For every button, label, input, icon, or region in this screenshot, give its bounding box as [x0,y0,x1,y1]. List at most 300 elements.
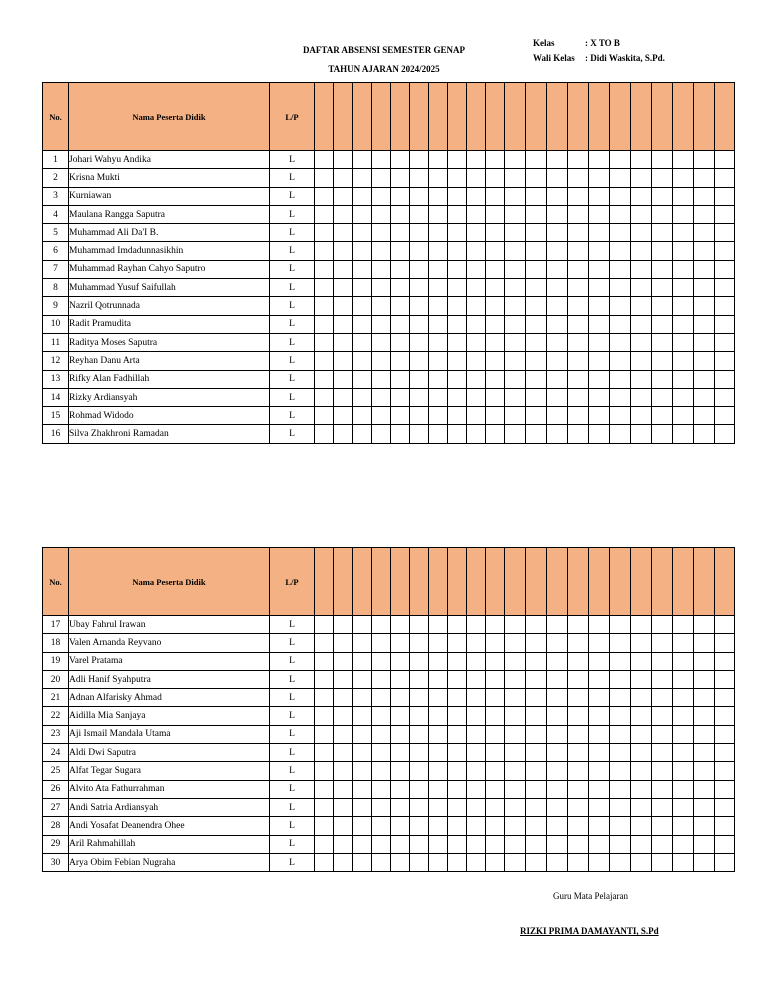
attendance-cell[interactable] [410,224,429,242]
attendance-cell[interactable] [391,762,410,780]
attendance-cell[interactable] [448,297,467,315]
attendance-cell[interactable] [589,744,610,762]
attendance-cell[interactable] [589,725,610,743]
attendance-cell[interactable] [372,652,391,670]
attendance-cell[interactable] [589,652,610,670]
attendance-cell[interactable] [372,333,391,351]
attendance-cell[interactable] [673,333,694,351]
attendance-cell[interactable] [715,616,735,634]
attendance-cell[interactable] [547,798,568,816]
attendance-cell[interactable] [715,352,735,370]
attendance-cell[interactable] [448,725,467,743]
attendance-cell[interactable] [315,333,334,351]
attendance-cell[interactable] [505,169,526,187]
attendance-cell[interactable] [486,407,505,425]
attendance-cell[interactable] [467,297,486,315]
attendance-cell[interactable] [589,689,610,707]
attendance-cell[interactable] [372,151,391,169]
attendance-cell[interactable] [372,242,391,260]
attendance-cell[interactable] [526,689,547,707]
attendance-cell[interactable] [391,853,410,871]
attendance-cell[interactable] [505,224,526,242]
attendance-cell[interactable] [467,689,486,707]
attendance-cell[interactable] [526,352,547,370]
attendance-cell[interactable] [568,634,589,652]
attendance-cell[interactable] [429,634,448,652]
attendance-cell[interactable] [334,425,353,443]
attendance-cell[interactable] [589,169,610,187]
attendance-cell[interactable] [486,260,505,278]
attendance-cell[interactable] [610,242,631,260]
attendance-cell[interactable] [429,151,448,169]
attendance-cell[interactable] [410,853,429,871]
attendance-cell[interactable] [410,616,429,634]
attendance-cell[interactable] [631,634,652,652]
attendance-cell[interactable] [673,425,694,443]
attendance-cell[interactable] [526,205,547,223]
attendance-cell[interactable] [410,279,429,297]
attendance-cell[interactable] [547,762,568,780]
attendance-cell[interactable] [334,780,353,798]
attendance-cell[interactable] [526,187,547,205]
attendance-cell[interactable] [673,370,694,388]
attendance-cell[interactable] [673,817,694,835]
attendance-cell[interactable] [372,169,391,187]
attendance-cell[interactable] [315,817,334,835]
attendance-cell[interactable] [334,707,353,725]
attendance-cell[interactable] [568,616,589,634]
attendance-cell[interactable] [652,762,673,780]
attendance-cell[interactable] [610,780,631,798]
attendance-cell[interactable] [353,370,372,388]
attendance-cell[interactable] [410,187,429,205]
attendance-cell[interactable] [353,634,372,652]
attendance-cell[interactable] [334,169,353,187]
attendance-cell[interactable] [448,187,467,205]
attendance-cell[interactable] [547,352,568,370]
attendance-cell[interactable] [410,169,429,187]
attendance-cell[interactable] [410,370,429,388]
attendance-cell[interactable] [372,425,391,443]
attendance-cell[interactable] [526,260,547,278]
attendance-cell[interactable] [315,798,334,816]
attendance-cell[interactable] [448,205,467,223]
attendance-cell[interactable] [505,205,526,223]
attendance-cell[interactable] [448,689,467,707]
attendance-cell[interactable] [589,634,610,652]
attendance-cell[interactable] [315,853,334,871]
attendance-cell[interactable] [568,242,589,260]
attendance-cell[interactable] [467,151,486,169]
attendance-cell[interactable] [391,407,410,425]
attendance-cell[interactable] [353,725,372,743]
attendance-cell[interactable] [694,744,715,762]
attendance-cell[interactable] [673,634,694,652]
attendance-cell[interactable] [315,260,334,278]
attendance-cell[interactable] [589,817,610,835]
attendance-cell[interactable] [505,242,526,260]
attendance-cell[interactable] [467,817,486,835]
attendance-cell[interactable] [673,407,694,425]
attendance-cell[interactable] [315,634,334,652]
attendance-cell[interactable] [526,333,547,351]
attendance-cell[interactable] [429,425,448,443]
attendance-cell[interactable] [631,388,652,406]
attendance-cell[interactable] [652,242,673,260]
attendance-cell[interactable] [505,744,526,762]
attendance-cell[interactable] [315,689,334,707]
attendance-cell[interactable] [547,780,568,798]
attendance-cell[interactable] [448,670,467,688]
attendance-cell[interactable] [652,707,673,725]
attendance-cell[interactable] [715,670,735,688]
attendance-cell[interactable] [391,333,410,351]
attendance-cell[interactable] [334,388,353,406]
attendance-cell[interactable] [715,634,735,652]
attendance-cell[interactable] [467,407,486,425]
attendance-cell[interactable] [467,352,486,370]
attendance-cell[interactable] [391,616,410,634]
attendance-cell[interactable] [334,370,353,388]
attendance-cell[interactable] [486,798,505,816]
attendance-cell[interactable] [589,670,610,688]
attendance-cell[interactable] [448,762,467,780]
attendance-cell[interactable] [467,616,486,634]
attendance-cell[interactable] [715,297,735,315]
attendance-cell[interactable] [372,260,391,278]
attendance-cell[interactable] [391,224,410,242]
attendance-cell[interactable] [467,853,486,871]
attendance-cell[interactable] [334,407,353,425]
attendance-cell[interactable] [486,297,505,315]
attendance-cell[interactable] [568,315,589,333]
attendance-cell[interactable] [429,333,448,351]
attendance-cell[interactable] [568,670,589,688]
attendance-cell[interactable] [547,407,568,425]
attendance-cell[interactable] [391,817,410,835]
attendance-cell[interactable] [694,224,715,242]
attendance-cell[interactable] [715,744,735,762]
attendance-cell[interactable] [505,616,526,634]
attendance-cell[interactable] [547,333,568,351]
attendance-cell[interactable] [486,707,505,725]
attendance-cell[interactable] [391,798,410,816]
attendance-cell[interactable] [547,652,568,670]
attendance-cell[interactable] [652,689,673,707]
attendance-cell[interactable] [694,670,715,688]
attendance-cell[interactable] [372,744,391,762]
attendance-cell[interactable] [694,260,715,278]
attendance-cell[interactable] [505,279,526,297]
attendance-cell[interactable] [631,151,652,169]
attendance-cell[interactable] [652,151,673,169]
attendance-cell[interactable] [673,616,694,634]
attendance-cell[interactable] [526,315,547,333]
attendance-cell[interactable] [429,780,448,798]
attendance-cell[interactable] [315,670,334,688]
attendance-cell[interactable] [315,187,334,205]
attendance-cell[interactable] [467,242,486,260]
attendance-cell[interactable] [652,407,673,425]
attendance-cell[interactable] [547,725,568,743]
attendance-cell[interactable] [448,817,467,835]
attendance-cell[interactable] [610,205,631,223]
attendance-cell[interactable] [448,744,467,762]
attendance-cell[interactable] [391,370,410,388]
attendance-cell[interactable] [429,224,448,242]
attendance-cell[interactable] [505,798,526,816]
attendance-cell[interactable] [372,187,391,205]
attendance-cell[interactable] [631,242,652,260]
attendance-cell[interactable] [353,853,372,871]
attendance-cell[interactable] [391,689,410,707]
attendance-cell[interactable] [372,780,391,798]
attendance-cell[interactable] [372,205,391,223]
attendance-cell[interactable] [568,297,589,315]
attendance-cell[interactable] [353,242,372,260]
attendance-cell[interactable] [486,315,505,333]
attendance-cell[interactable] [673,187,694,205]
attendance-cell[interactable] [486,817,505,835]
attendance-cell[interactable] [353,205,372,223]
attendance-cell[interactable] [652,634,673,652]
attendance-cell[interactable] [652,187,673,205]
attendance-cell[interactable] [547,817,568,835]
attendance-cell[interactable] [715,333,735,351]
attendance-cell[interactable] [505,407,526,425]
attendance-cell[interactable] [568,370,589,388]
attendance-cell[interactable] [589,388,610,406]
attendance-cell[interactable] [448,370,467,388]
attendance-cell[interactable] [547,224,568,242]
attendance-cell[interactable] [568,260,589,278]
attendance-cell[interactable] [505,725,526,743]
attendance-cell[interactable] [315,205,334,223]
attendance-cell[interactable] [589,279,610,297]
attendance-cell[interactable] [673,853,694,871]
attendance-cell[interactable] [589,224,610,242]
attendance-cell[interactable] [467,762,486,780]
attendance-cell[interactable] [467,425,486,443]
attendance-cell[interactable] [467,707,486,725]
attendance-cell[interactable] [448,388,467,406]
attendance-cell[interactable] [715,652,735,670]
attendance-cell[interactable] [715,780,735,798]
attendance-cell[interactable] [353,616,372,634]
attendance-cell[interactable] [372,670,391,688]
attendance-cell[interactable] [448,279,467,297]
attendance-cell[interactable] [673,835,694,853]
attendance-cell[interactable] [652,817,673,835]
attendance-cell[interactable] [652,670,673,688]
attendance-cell[interactable] [334,670,353,688]
attendance-cell[interactable] [526,670,547,688]
attendance-cell[interactable] [315,370,334,388]
attendance-cell[interactable] [429,187,448,205]
attendance-cell[interactable] [589,260,610,278]
attendance-cell[interactable] [372,388,391,406]
attendance-cell[interactable] [631,205,652,223]
attendance-cell[interactable] [429,689,448,707]
attendance-cell[interactable] [568,224,589,242]
attendance-cell[interactable] [486,725,505,743]
attendance-cell[interactable] [353,707,372,725]
attendance-cell[interactable] [694,297,715,315]
attendance-cell[interactable] [715,187,735,205]
attendance-cell[interactable] [486,634,505,652]
attendance-cell[interactable] [673,744,694,762]
attendance-cell[interactable] [448,315,467,333]
attendance-cell[interactable] [610,260,631,278]
attendance-cell[interactable] [673,169,694,187]
attendance-cell[interactable] [486,205,505,223]
attendance-cell[interactable] [429,242,448,260]
attendance-cell[interactable] [486,689,505,707]
attendance-cell[interactable] [410,407,429,425]
attendance-cell[interactable] [589,616,610,634]
attendance-cell[interactable] [410,817,429,835]
attendance-cell[interactable] [673,689,694,707]
attendance-cell[interactable] [391,425,410,443]
attendance-cell[interactable] [486,388,505,406]
attendance-cell[interactable] [486,151,505,169]
attendance-cell[interactable] [505,187,526,205]
attendance-cell[interactable] [429,352,448,370]
attendance-cell[interactable] [315,780,334,798]
attendance-cell[interactable] [505,652,526,670]
attendance-cell[interactable] [526,242,547,260]
attendance-cell[interactable] [334,689,353,707]
attendance-cell[interactable] [315,169,334,187]
attendance-cell[interactable] [486,242,505,260]
attendance-cell[interactable] [372,315,391,333]
attendance-cell[interactable] [391,707,410,725]
attendance-cell[interactable] [467,725,486,743]
attendance-cell[interactable] [652,780,673,798]
attendance-cell[interactable] [568,169,589,187]
attendance-cell[interactable] [410,388,429,406]
attendance-cell[interactable] [526,388,547,406]
attendance-cell[interactable] [334,242,353,260]
attendance-cell[interactable] [631,707,652,725]
attendance-cell[interactable] [568,652,589,670]
attendance-cell[interactable] [694,725,715,743]
attendance-cell[interactable] [334,205,353,223]
attendance-cell[interactable] [353,187,372,205]
attendance-cell[interactable] [391,260,410,278]
attendance-cell[interactable] [353,388,372,406]
attendance-cell[interactable] [673,224,694,242]
attendance-cell[interactable] [410,762,429,780]
attendance-cell[interactable] [334,279,353,297]
attendance-cell[interactable] [652,853,673,871]
attendance-cell[interactable] [467,670,486,688]
attendance-cell[interactable] [652,260,673,278]
attendance-cell[interactable] [673,388,694,406]
attendance-cell[interactable] [715,205,735,223]
attendance-cell[interactable] [715,315,735,333]
attendance-cell[interactable] [568,388,589,406]
attendance-cell[interactable] [410,352,429,370]
attendance-cell[interactable] [715,835,735,853]
attendance-cell[interactable] [589,151,610,169]
attendance-cell[interactable] [568,279,589,297]
attendance-cell[interactable] [486,425,505,443]
attendance-cell[interactable] [526,652,547,670]
attendance-cell[interactable] [391,835,410,853]
attendance-cell[interactable] [694,817,715,835]
attendance-cell[interactable] [631,817,652,835]
attendance-cell[interactable] [715,151,735,169]
attendance-cell[interactable] [673,242,694,260]
attendance-cell[interactable] [547,388,568,406]
attendance-cell[interactable] [631,407,652,425]
attendance-cell[interactable] [448,853,467,871]
attendance-cell[interactable] [631,744,652,762]
attendance-cell[interactable] [526,425,547,443]
attendance-cell[interactable] [315,835,334,853]
attendance-cell[interactable] [353,224,372,242]
attendance-cell[interactable] [429,817,448,835]
attendance-cell[interactable] [486,670,505,688]
attendance-cell[interactable] [694,333,715,351]
attendance-cell[interactable] [610,634,631,652]
attendance-cell[interactable] [652,224,673,242]
attendance-cell[interactable] [505,689,526,707]
attendance-cell[interactable] [353,762,372,780]
attendance-cell[interactable] [448,224,467,242]
attendance-cell[interactable] [547,169,568,187]
attendance-cell[interactable] [652,205,673,223]
attendance-cell[interactable] [589,798,610,816]
attendance-cell[interactable] [694,205,715,223]
attendance-cell[interactable] [353,169,372,187]
attendance-cell[interactable] [505,388,526,406]
attendance-cell[interactable] [694,169,715,187]
attendance-cell[interactable] [652,652,673,670]
attendance-cell[interactable] [652,315,673,333]
attendance-cell[interactable] [631,670,652,688]
attendance-cell[interactable] [429,169,448,187]
attendance-cell[interactable] [486,652,505,670]
attendance-cell[interactable] [486,333,505,351]
attendance-cell[interactable] [526,817,547,835]
attendance-cell[interactable] [448,652,467,670]
attendance-cell[interactable] [526,634,547,652]
attendance-cell[interactable] [334,616,353,634]
attendance-cell[interactable] [448,151,467,169]
attendance-cell[interactable] [448,798,467,816]
attendance-cell[interactable] [694,352,715,370]
attendance-cell[interactable] [505,260,526,278]
attendance-cell[interactable] [610,817,631,835]
attendance-cell[interactable] [589,425,610,443]
attendance-cell[interactable] [589,370,610,388]
attendance-cell[interactable] [526,151,547,169]
attendance-cell[interactable] [429,798,448,816]
attendance-cell[interactable] [429,835,448,853]
attendance-cell[interactable] [391,187,410,205]
attendance-cell[interactable] [372,370,391,388]
attendance-cell[interactable] [353,407,372,425]
attendance-cell[interactable] [353,652,372,670]
attendance-cell[interactable] [610,151,631,169]
attendance-cell[interactable] [526,616,547,634]
attendance-cell[interactable] [673,297,694,315]
attendance-cell[interactable] [467,187,486,205]
attendance-cell[interactable] [353,352,372,370]
attendance-cell[interactable] [372,853,391,871]
